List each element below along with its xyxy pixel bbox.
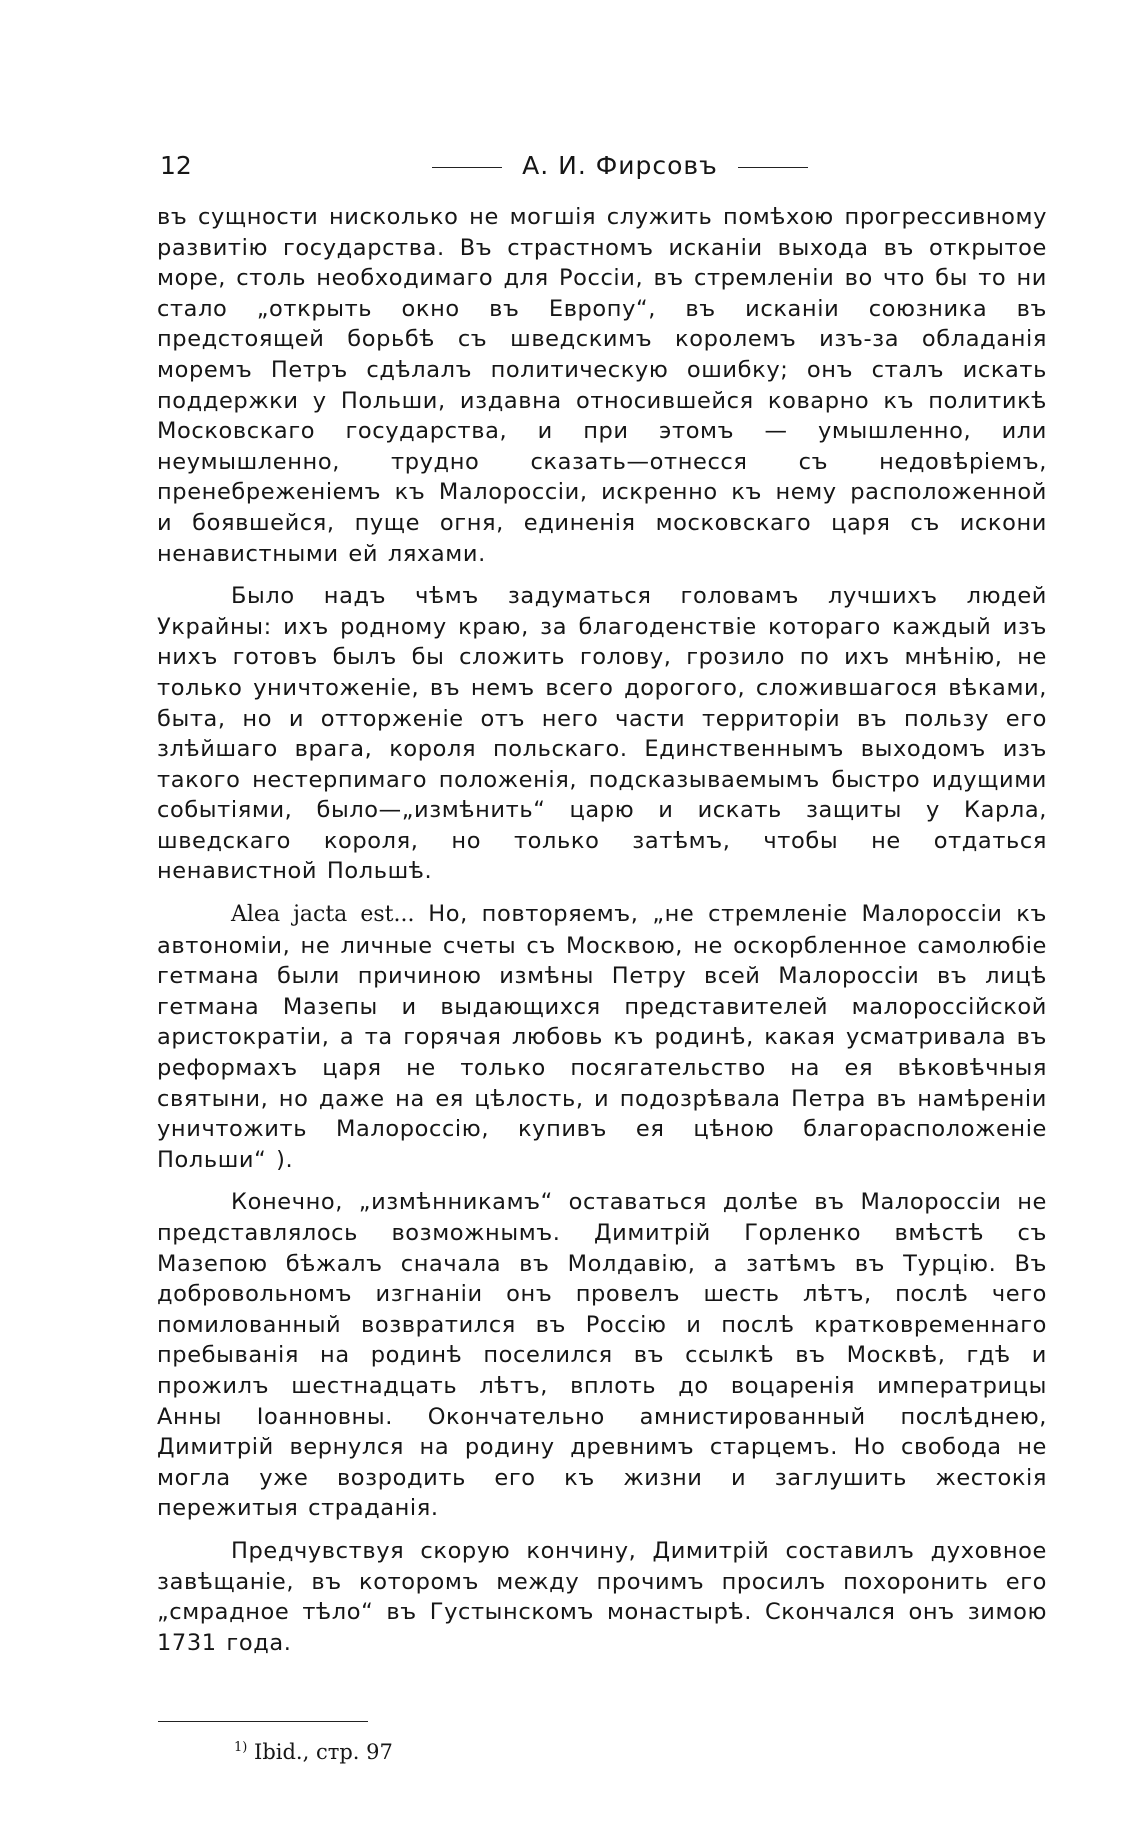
latin-phrase: Alea jacta est...: [231, 902, 415, 928]
footnote: [234, 1733, 393, 1767]
paragraph-3-text: Но, повторяемъ, „не стремленіе Малороссіи къ автономіи, не личные счеты съ Москвою, не оскорбленное самолюбіе гетмана были причиною измѣны Петру всей Малороссіи въ лицѣ гетмана Мазепы и выдающихся представителей малороссійской аристократіи, а та горячая любовь къ родинѣ, какая усматривала въ реформахъ царя не только посягательство на ея вѣковѣчныя святыни, но даже на ея цѣлость, и подозрѣвала Петра въ намѣреніи уничтожить Малороссію, купивъ ея цѣною благорасположеніе Польши“ ).: [157, 901, 1047, 1173]
paragraph-5: Предчувствуя скорую кончину, Димитрій составилъ духовное завѣщаніе, въ которомъ между прочимъ просилъ похоронить его „смрадное тѣло“ въ Густынскомъ монастырѣ. Скончался онъ зимою 1731 года.: [157, 1537, 1047, 1656]
main-text: [157, 202, 1047, 1658]
page-number: 12: [160, 151, 192, 180]
paragraph-1: въ сущности нисколько не могшія служить помѣхою прогрессивному развитію государства. Въ страстномъ исканіи выхода въ открытое море, столь необходимаго для Россіи, въ стремленіи во что бы то ни стало „открыть окно въ Европу“, въ исканіи союзника въ предстоящей борьбѣ съ шведскимъ королемъ изъ-за обладанія моремъ Петръ сдѣлалъ политическую ошибку; онъ сталъ искать поддержки у Польши, издавна относившейся коварно къ политикѣ Московскаго государства, и при этомъ — умышленно, или неумышленно, трудно сказать—отнесся съ недовѣріемъ, пренебреженіемъ къ Малороссіи, искренно къ нему расположенной и боявшейся, пуще огня, единенія московскаго царя съ искони ненавистными ей ляхами.: [157, 204, 1047, 567]
footnote-marker: 1): [234, 1740, 248, 1755]
paragraph-2: Было надъ чѣмъ задуматься головамъ лучшихъ людей Украйны: ихъ родному краю, за благоденствіе котораго каждый изъ нихъ готовъ былъ бы сложить голову, грозило по ихъ мнѣнію, не только уничтоженіе, въ немъ всего дорогого, сложившагося вѣками, быта, но и отторженіе отъ него части территоріи въ пользу его злѣйшаго врага, короля польскаго. Единственнымъ выходомъ изъ такого нестерпимаго положенія, подсказываемымъ быстро идущими событіями, было—„измѣнить“ царю и искать защиты у Карла, шведскаго короля, но только затѣмъ, чтобы не отдаться ненавистной Польшѣ.: [157, 583, 1047, 885]
header-dash-left: [432, 167, 502, 168]
header-dash-right: [738, 167, 808, 168]
footnote-divider: [158, 1721, 368, 1722]
author-name: А. И. Фирсовъ: [522, 151, 718, 180]
page-header: [160, 146, 1040, 186]
footnote-text: Ibid., стр. 97: [254, 1740, 393, 1764]
running-title: [400, 146, 840, 186]
paragraph-3: [157, 899, 1047, 1175]
paragraph-4: Конечно, „измѣнникамъ“ оставаться долѣе въ Малороссіи не представлялось возможнымъ. Димитрій Горленко вмѣстѣ съ Мазепою бѣжалъ сначала въ Молдавію, а затѣмъ въ Турцію. Въ добровольномъ изгнаніи онъ провелъ шесть лѣтъ, послѣ чего помилованный возвратился въ Россію и послѣ кратковременнаго пребыванія на родинѣ поселился въ ссылкѣ въ Москвѣ, гдѣ и прожилъ шестнадцать лѣтъ, вплоть до воцаренія императрицы Анны Іоанновны. Окончательно амнистированный послѣднею, Димитрій вернулся на родину древнимъ старцемъ. Но свобода не могла уже возродить его къ жизни и заглушить жестокія пережитыя страданія.: [157, 1189, 1047, 1522]
